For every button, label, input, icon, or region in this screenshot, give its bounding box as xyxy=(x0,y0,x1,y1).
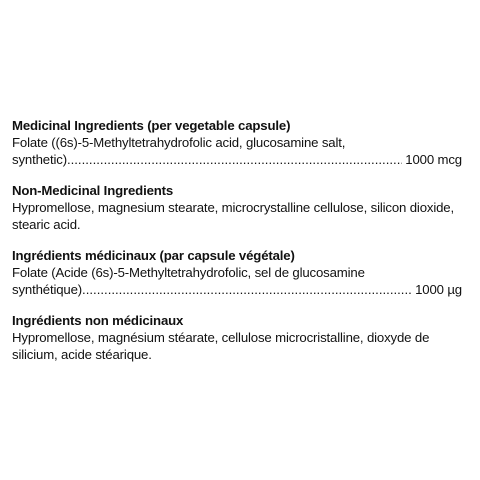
medicinal-ingredients-fr-section xyxy=(12,247,462,298)
section-heading: Medicinal Ingredients (per vegetable capsule) xyxy=(12,118,291,133)
ingredient-line: Folate ((6s)-5-Methyltetrahydrofolic acid, glucosamine salt, xyxy=(12,135,346,150)
section-heading: Ingrédients médicinaux (par capsule végétale) xyxy=(12,248,295,263)
ingredient-amount: 1000 mcg xyxy=(405,152,462,167)
section-heading: Ingrédients non médicinaux xyxy=(12,313,184,328)
ingredient-amount-line xyxy=(12,151,462,168)
non-medicinal-ingredients-fr-section xyxy=(12,312,462,363)
ingredients-panel xyxy=(12,117,462,363)
ingredient-amount: 1000 µg xyxy=(415,282,462,297)
medicinal-ingredients-section xyxy=(12,117,462,168)
ingredient-list: Hypromellose, magnesium stearate, microcrystalline cellulose, silicon dioxide, stearic acid. xyxy=(12,200,454,232)
ingredient-amount-line xyxy=(12,281,462,298)
ingredient-list: Hypromellose, magnésium stéarate, cellulose microcristalline, dioxyde de silicium, acide stéarique. xyxy=(12,330,430,362)
ingredient-line-continued: synthétique) ..... xyxy=(12,281,412,298)
ingredient-line-continued: synthetic) ..... xyxy=(12,151,402,168)
non-medicinal-ingredients-section xyxy=(12,182,462,233)
section-heading: Non-Medicinal Ingredients xyxy=(12,183,174,198)
ingredient-line: Folate (Acide (6s)-5-Methyltetrahydrofolic, sel de glucosamine xyxy=(12,265,365,280)
